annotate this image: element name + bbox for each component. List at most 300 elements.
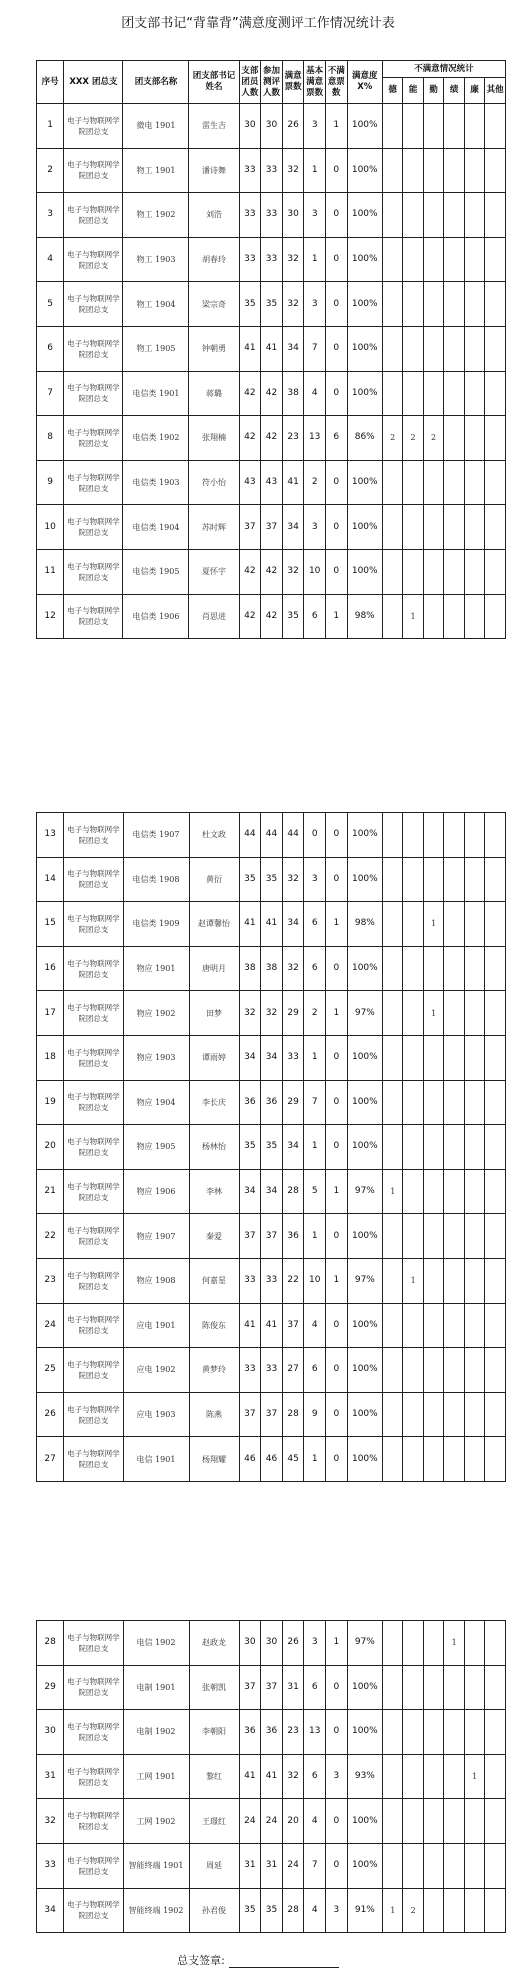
row-dissat-ji [444, 902, 464, 947]
table-row [37, 237, 506, 282]
stats-table-page-2 [36, 812, 506, 1482]
row-secretary: 符小怡 [189, 460, 239, 505]
row-members: 36 [239, 1080, 261, 1125]
row-dissat-neng [403, 1080, 423, 1125]
row-dissat-qin [423, 1214, 443, 1259]
row-seq: 4 [37, 237, 64, 282]
row-dissat-neng: 1 [403, 1258, 423, 1303]
row-members: 35 [239, 1125, 261, 1170]
row-dept: 物工 1902 [123, 193, 189, 238]
row-unsatisfied: 0 [325, 460, 347, 505]
row-basic: 13 [304, 1710, 326, 1755]
row-seq: 15 [37, 902, 64, 947]
table-row [37, 594, 506, 639]
header-unsatisfied: 不满意票数 [325, 61, 347, 104]
row-dissat-qin [423, 1665, 443, 1710]
row-dissat-neng [403, 371, 423, 416]
row-satisfied: 29 [282, 1080, 304, 1125]
row-basic: 13 [304, 416, 326, 461]
row-unsatisfied: 0 [326, 1843, 348, 1888]
row-dissat-lian: 1 [464, 1754, 484, 1799]
row-secretary: 蒋璐 [189, 371, 239, 416]
header-other: 其他 [485, 78, 506, 104]
row-dissat-de [382, 282, 402, 327]
row-dissat-neng [403, 549, 423, 594]
row-participants: 35 [261, 282, 283, 327]
row-basic: 1 [304, 1125, 326, 1170]
row-dissat-de [383, 1392, 403, 1437]
row-org: 电子与物联网学院团总支 [64, 549, 123, 594]
row-dissat-qin: 2 [423, 416, 443, 461]
row-dissat-de [383, 1303, 403, 1348]
row-rate: 100% [347, 460, 382, 505]
row-dissat-de [383, 857, 403, 902]
row-basic: 5 [304, 1169, 326, 1214]
row-rate: 100% [347, 1125, 382, 1170]
row-seq: 5 [37, 282, 64, 327]
row-dissat-lian [464, 416, 484, 461]
row-secretary: 秦爱 [189, 1214, 239, 1259]
row-members: 33 [239, 193, 261, 238]
row-seq: 30 [37, 1710, 64, 1755]
row-org: 电子与物联网学院团总支 [64, 237, 123, 282]
row-dissat-qin [423, 505, 443, 550]
row-participants: 43 [261, 460, 283, 505]
row-dissat-neng [403, 1754, 423, 1799]
header-de: 德 [382, 78, 402, 104]
row-dissat-lian [464, 946, 484, 991]
row-participants: 42 [261, 416, 283, 461]
row-members: 35 [239, 857, 261, 902]
row-dissat-lian [464, 813, 484, 858]
row-org: 电子与物联网学院团总支 [64, 1348, 123, 1393]
row-org: 电子与物联网学院团总支 [64, 416, 123, 461]
row-dept: 物应 1904 [123, 1080, 189, 1125]
row-satisfied: 31 [282, 1665, 304, 1710]
row-unsatisfied: 0 [325, 505, 347, 550]
row-satisfied: 26 [282, 1621, 304, 1666]
row-dept: 电信类 1903 [123, 460, 189, 505]
row-members: 33 [239, 1348, 261, 1393]
row-dissat-ji: 1 [444, 1621, 464, 1666]
row-secretary: 李朝阳 [189, 1710, 239, 1755]
row-dissat-lian [464, 237, 484, 282]
row-basic: 3 [304, 282, 326, 327]
row-dept: 物应 1902 [123, 991, 189, 1036]
row-basic: 4 [304, 1303, 326, 1348]
row-dissat-ji [444, 460, 464, 505]
row-dissat-lian [464, 1799, 484, 1844]
row-dissat-lian [464, 1348, 484, 1393]
row-satisfied: 37 [282, 1303, 304, 1348]
row-dept: 物应 1901 [123, 946, 189, 991]
row-satisfied: 28 [282, 1169, 304, 1214]
row-satisfied: 32 [282, 1754, 304, 1799]
row-dissat-other [485, 549, 506, 594]
row-dissat-neng [403, 946, 423, 991]
row-dissat-other [485, 416, 506, 461]
header-rate: 满意度X% [347, 61, 382, 104]
row-members: 33 [239, 1258, 261, 1303]
row-basic: 1 [304, 1035, 326, 1080]
row-dissat-lian [464, 549, 484, 594]
row-dissat-lian [464, 1303, 484, 1348]
row-unsatisfied: 0 [326, 1348, 348, 1393]
row-satisfied: 38 [282, 371, 304, 416]
row-dissat-neng [403, 1303, 423, 1348]
row-seq: 29 [37, 1665, 64, 1710]
row-dissat-ji [444, 326, 464, 371]
row-rate: 97% [347, 1258, 382, 1303]
row-org: 电子与物联网学院团总支 [64, 1169, 123, 1214]
row-dissat-de [383, 1348, 403, 1393]
row-dissat-de: 1 [383, 1888, 403, 1933]
row-unsatisfied: 0 [326, 1035, 348, 1080]
table-row [37, 1035, 506, 1080]
row-dissat-de [382, 104, 402, 149]
row-dissat-de [383, 1437, 403, 1482]
row-rate: 100% [347, 1035, 382, 1080]
row-basic: 6 [304, 1665, 326, 1710]
row-members: 30 [239, 1621, 261, 1666]
row-secretary: 胡春玲 [189, 237, 239, 282]
row-dissat-other [485, 460, 506, 505]
row-seq: 21 [37, 1169, 64, 1214]
row-unsatisfied: 0 [325, 326, 347, 371]
row-satisfied: 23 [282, 1710, 304, 1755]
row-dissat-neng [403, 1348, 423, 1393]
row-basic: 6 [304, 902, 326, 947]
row-org: 电子与物联网学院团总支 [64, 505, 123, 550]
row-dissat-qin [423, 1799, 443, 1844]
row-members: 36 [239, 1710, 261, 1755]
row-dissat-neng [403, 148, 423, 193]
row-dissat-ji [444, 505, 464, 550]
row-unsatisfied: 0 [326, 1710, 348, 1755]
row-dept: 电制 1902 [123, 1710, 189, 1755]
row-participants: 44 [261, 813, 283, 858]
row-org: 电子与物联网学院团总支 [64, 148, 123, 193]
table-row [37, 1125, 506, 1170]
row-dissat-qin [423, 326, 443, 371]
row-participants: 35 [261, 1125, 283, 1170]
row-dissat-other [485, 1125, 506, 1170]
row-unsatisfied: 0 [326, 1303, 348, 1348]
row-rate: 100% [347, 1303, 382, 1348]
row-basic: 6 [304, 1754, 326, 1799]
row-satisfied: 35 [282, 594, 304, 639]
row-participants: 37 [261, 1214, 283, 1259]
header-participants: 参加测评人数 [261, 61, 283, 104]
row-dissat-de [383, 1843, 403, 1888]
table-row [37, 549, 506, 594]
row-dissat-qin [423, 237, 443, 282]
row-satisfied: 32 [282, 549, 304, 594]
row-dept: 电信类 1907 [123, 813, 189, 858]
row-dissat-neng [403, 1799, 423, 1844]
row-secretary: 雷生吉 [189, 104, 239, 149]
row-dissat-lian [464, 104, 484, 149]
row-secretary: 苏时辉 [189, 505, 239, 550]
row-secretary: 陈燕 [189, 1392, 239, 1437]
row-rate: 100% [347, 282, 382, 327]
stats-table-page-1 [36, 60, 506, 639]
row-basic: 10 [304, 1258, 326, 1303]
row-basic: 9 [304, 1392, 326, 1437]
row-dissat-neng [403, 1621, 423, 1666]
header-basic: 基本满意票数 [304, 61, 326, 104]
row-rate: 100% [347, 1214, 382, 1259]
row-secretary: 陈俊东 [189, 1303, 239, 1348]
row-unsatisfied: 3 [326, 1754, 348, 1799]
row-satisfied: 44 [282, 813, 304, 858]
row-rate: 100% [347, 505, 382, 550]
row-dept: 微电 1901 [123, 104, 189, 149]
row-unsatisfied: 1 [325, 104, 347, 149]
row-dissat-other [485, 326, 506, 371]
row-dissat-neng [403, 1169, 423, 1214]
row-unsatisfied: 1 [326, 1258, 348, 1303]
row-dept: 电信 1902 [123, 1621, 189, 1666]
row-dissat-qin [423, 1258, 443, 1303]
row-basic: 6 [304, 594, 326, 639]
row-dept: 智能终端 1901 [123, 1843, 189, 1888]
row-dissat-other [485, 1710, 506, 1755]
row-dissat-de [383, 946, 403, 991]
row-dissat-qin [423, 1843, 443, 1888]
row-basic: 6 [304, 1348, 326, 1393]
row-dept: 应电 1901 [123, 1303, 189, 1348]
row-dissat-ji [444, 1125, 464, 1170]
row-participants: 34 [261, 1169, 283, 1214]
table-row [37, 946, 506, 991]
row-members: 34 [239, 1169, 261, 1214]
row-secretary: 周延 [189, 1843, 239, 1888]
row-participants: 42 [261, 594, 283, 639]
table-row [37, 857, 506, 902]
header-neng: 能 [403, 78, 423, 104]
row-dissat-ji [444, 1303, 464, 1348]
row-org: 电子与物联网学院团总支 [64, 1665, 123, 1710]
row-rate: 100% [347, 326, 382, 371]
row-org: 电子与物联网学院团总支 [64, 1888, 123, 1933]
row-dissat-other [485, 148, 506, 193]
row-participants: 36 [261, 1080, 283, 1125]
row-unsatisfied: 6 [325, 416, 347, 461]
row-dissat-lian [464, 148, 484, 193]
row-org: 电子与物联网学院团总支 [64, 104, 123, 149]
row-unsatisfied: 1 [325, 594, 347, 639]
table-row [37, 1169, 506, 1214]
row-dissat-other [485, 1080, 506, 1125]
row-seq: 8 [37, 416, 64, 461]
row-org: 电子与物联网学院团总支 [64, 1258, 123, 1303]
row-participants: 37 [261, 1665, 283, 1710]
row-seq: 23 [37, 1258, 64, 1303]
row-dissat-de [382, 549, 402, 594]
row-org: 电子与物联网学院团总支 [64, 371, 123, 416]
row-rate: 100% [347, 1080, 382, 1125]
row-dissat-ji [444, 371, 464, 416]
row-dissat-qin [423, 594, 443, 639]
row-unsatisfied: 0 [326, 1125, 348, 1170]
row-secretary: 张翔楠 [189, 416, 239, 461]
row-dissat-de [383, 1710, 403, 1755]
row-seq: 33 [37, 1843, 64, 1888]
row-dissat-lian [464, 1035, 484, 1080]
row-dissat-ji [444, 1710, 464, 1755]
row-members: 37 [239, 1392, 261, 1437]
row-participants: 41 [261, 902, 283, 947]
row-dissat-qin [423, 1392, 443, 1437]
row-dissat-qin [423, 1888, 443, 1933]
row-secretary: 钟朝勇 [189, 326, 239, 371]
row-dissat-ji [444, 104, 464, 149]
row-seq: 31 [37, 1754, 64, 1799]
row-dissat-lian [464, 1437, 484, 1482]
row-satisfied: 32 [282, 237, 304, 282]
row-dissat-ji [444, 237, 464, 282]
row-org: 电子与物联网学院团总支 [64, 857, 123, 902]
row-satisfied: 34 [282, 505, 304, 550]
row-secretary: 唐明月 [189, 946, 239, 991]
row-dept: 物应 1903 [123, 1035, 189, 1080]
table-row [37, 371, 506, 416]
row-dissat-neng [403, 104, 423, 149]
row-secretary: 黄梦玲 [189, 1348, 239, 1393]
row-dissat-qin [423, 1303, 443, 1348]
row-seq: 34 [37, 1888, 64, 1933]
row-dissat-de [383, 1035, 403, 1080]
table-row [37, 1754, 506, 1799]
row-dissat-qin [423, 1754, 443, 1799]
signature-label: 总支签章: [177, 1954, 225, 1967]
row-dissat-de [383, 902, 403, 947]
row-participants: 30 [261, 104, 283, 149]
row-dissat-qin [423, 148, 443, 193]
row-unsatisfied: 0 [326, 1214, 348, 1259]
row-dept: 物应 1908 [123, 1258, 189, 1303]
row-dept: 物工 1901 [123, 148, 189, 193]
row-basic: 10 [304, 549, 326, 594]
row-seq: 22 [37, 1214, 64, 1259]
row-dissat-other [485, 1437, 506, 1482]
row-org: 电子与物联网学院团总支 [64, 460, 123, 505]
row-basic: 0 [304, 813, 326, 858]
table-row [37, 1799, 506, 1844]
header-members: 支部团员人数 [239, 61, 261, 104]
row-basic: 7 [304, 326, 326, 371]
row-dissat-lian [464, 1258, 484, 1303]
row-dept: 电信类 1906 [123, 594, 189, 639]
header-dept: 团支部名称 [123, 61, 189, 104]
row-dissat-other [485, 282, 506, 327]
row-dept: 电制 1901 [123, 1665, 189, 1710]
row-dissat-ji [444, 1258, 464, 1303]
row-dissat-lian [464, 1214, 484, 1259]
table-row [37, 1214, 506, 1259]
row-dissat-lian [464, 1888, 484, 1933]
row-dept: 物工 1904 [123, 282, 189, 327]
row-secretary: 夏怀宇 [189, 549, 239, 594]
row-participants: 31 [261, 1843, 283, 1888]
row-secretary: 刘浩 [189, 193, 239, 238]
page-title: 团支部书记“背靠背”满意度测评工作情况统计表 [121, 16, 395, 31]
row-dissat-qin [423, 1125, 443, 1170]
row-dissat-qin [423, 1621, 443, 1666]
row-dept: 电信类 1908 [123, 857, 189, 902]
row-seq: 32 [37, 1799, 64, 1844]
row-members: 35 [239, 1888, 261, 1933]
row-basic: 1 [304, 1214, 326, 1259]
row-seq: 17 [37, 991, 64, 1036]
row-members: 37 [239, 505, 261, 550]
row-dissat-neng [403, 326, 423, 371]
table-row [37, 1843, 506, 1888]
table-row [37, 148, 506, 193]
table-row [37, 991, 506, 1036]
row-secretary: 李长庆 [189, 1080, 239, 1125]
row-participants: 33 [261, 1258, 283, 1303]
row-dissat-other [485, 1754, 506, 1799]
row-seq: 11 [37, 549, 64, 594]
row-secretary: 肖思进 [189, 594, 239, 639]
row-dissat-ji [444, 1392, 464, 1437]
row-seq: 25 [37, 1348, 64, 1393]
row-members: 37 [239, 1214, 261, 1259]
row-dissat-de [383, 1080, 403, 1125]
row-unsatisfied: 0 [325, 282, 347, 327]
header-secretary: 团支部书记姓名 [189, 61, 239, 104]
row-seq: 6 [37, 326, 64, 371]
row-dissat-lian [464, 460, 484, 505]
row-unsatisfied: 0 [326, 813, 348, 858]
row-dissat-ji [444, 857, 464, 902]
row-org: 电子与物联网学院团总支 [64, 282, 123, 327]
row-dissat-neng [403, 1035, 423, 1080]
row-dissat-lian [464, 1392, 484, 1437]
row-dissat-lian [464, 1169, 484, 1214]
table-row [37, 1080, 506, 1125]
row-dissat-de [383, 1754, 403, 1799]
row-dissat-other [485, 104, 506, 149]
row-seq: 28 [37, 1621, 64, 1666]
row-dissat-neng [403, 1214, 423, 1259]
row-basic: 3 [304, 505, 326, 550]
row-dissat-qin [423, 1169, 443, 1214]
row-satisfied: 32 [282, 282, 304, 327]
row-secretary: 黎红 [189, 1754, 239, 1799]
row-seq: 26 [37, 1392, 64, 1437]
table-row [37, 813, 506, 858]
row-dissat-other [485, 1258, 506, 1303]
row-unsatisfied: 0 [326, 1437, 348, 1482]
row-satisfied: 30 [282, 193, 304, 238]
row-participants: 34 [261, 1035, 283, 1080]
row-org: 电子与物联网学院团总支 [64, 594, 123, 639]
table-row [37, 1303, 506, 1348]
row-rate: 100% [347, 1665, 382, 1710]
row-dissat-de [383, 1125, 403, 1170]
row-rate: 100% [347, 946, 382, 991]
row-org: 电子与物联网学院团总支 [64, 1125, 123, 1170]
row-dissat-de [383, 1799, 403, 1844]
row-dissat-lian [464, 991, 484, 1036]
row-dissat-other [485, 594, 506, 639]
table-row [37, 1258, 506, 1303]
row-unsatisfied: 0 [325, 371, 347, 416]
row-basic: 4 [304, 1888, 326, 1933]
